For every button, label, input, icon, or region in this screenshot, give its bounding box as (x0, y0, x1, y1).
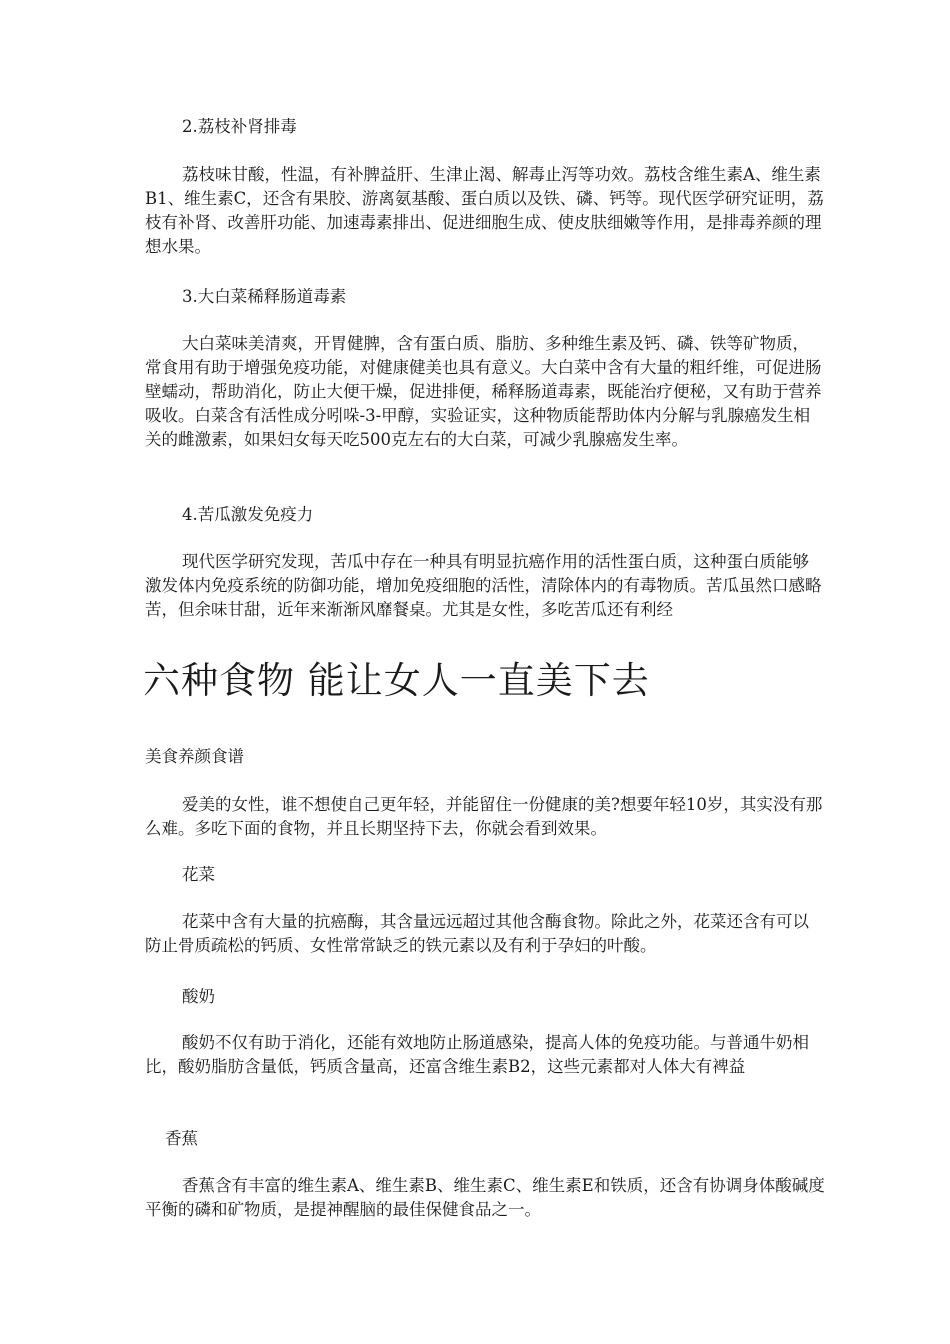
food-name-cauliflower: 花菜 (182, 865, 215, 884)
section-body-bitter-melon: 现代医学研究发现，苦瓜中存在一种具有明显抗癌作用的活性蛋白质，这种蛋白质能够激发体内免疫系统的防御功能，增加免疫细胞的活性，清除体内的有毒物质。苦瓜虽然口感略苦，但余味甘甜，近年来渐渐风靡餐桌。尤其是女性，多吃苦瓜还有利经 (145, 552, 822, 619)
article-title: 六种食物 能让女人一直美下去 (143, 659, 650, 702)
section-heading-bitter-melon: 4.苦瓜激发免疫力 (182, 505, 314, 524)
section-body-cabbage: 大白菜味美清爽，开胃健脾，含有蛋白质、脂肪、多种维生素及钙、磷、铁等矿物质，常食用有助于增强免疫功能，对健康健美也具有意义。大白菜中含有大量的粗纤维，可促进肠壁蠕动，帮助消化，防止大便干燥，促进排便，稀释肠道毒素，既能治疗便秘，又有助于营养吸收。白菜含有活性成分吲哚-3-甲醇，实验证实，这种物质能帮助体内分解与乳腺癌发生相关的雌激素，如果妇女每天吃500克左右的大白菜，可减少乳腺癌发生率。 (145, 334, 822, 449)
food-name-yogurt: 酸奶 (182, 987, 215, 1006)
article-category: 美食养颜食谱 (145, 747, 244, 766)
food-name-banana: 香蕉 (165, 1129, 198, 1148)
food-desc-cauliflower: 花菜中含有大量的抗癌酶，其含量远远超过其他含酶食物。除此之外，花菜还含有可以防止骨质疏松的钙质、女性常常缺乏的铁元素以及有利于孕妇的叶酸。 (145, 912, 809, 955)
article-intro: 爱美的女性，谁不想使自己更年轻，并能留住一份健康的美?想要年轻10岁，其实没有那么难。多吃下面的食物，并且长期坚持下去，你就会看到效果。 (145, 795, 823, 838)
section-heading-lychee: 2.荔枝补肾排毒 (182, 117, 297, 136)
food-desc-banana: 香蕉含有丰富的维生素A、维生素B、维生素C、维生素E和铁质，还含有协调身体酸碱度平衡的磷和矿物质，是提神醒脑的最佳保健食品之一。 (145, 1176, 825, 1219)
food-desc-yogurt: 酸奶不仅有助于消化，还能有效地防止肠道感染，提高人体的免疫功能。与普通牛奶相比，酸奶脂肪含量低，钙质含量高，还富含维生素B2，这些元素都对人体大有裨益 (145, 1033, 809, 1076)
section-heading-cabbage: 3.大白菜稀释肠道毒素 (182, 287, 347, 306)
section-body-lychee: 荔枝味甘酸，性温，有补脾益肝、生津止渴、解毒止泻等功效。荔枝含维生素A、维生素B1、维生素C，还含有果胶、游离氨基酸、蛋白质以及铁、磷、钙等。现代医学研究证明，荔枝有补肾、改善肝功能、加速毒素排出、促进细胞生成、使皮肤细嫩等作用，是排毒养颜的理想水果。 (145, 165, 824, 256)
